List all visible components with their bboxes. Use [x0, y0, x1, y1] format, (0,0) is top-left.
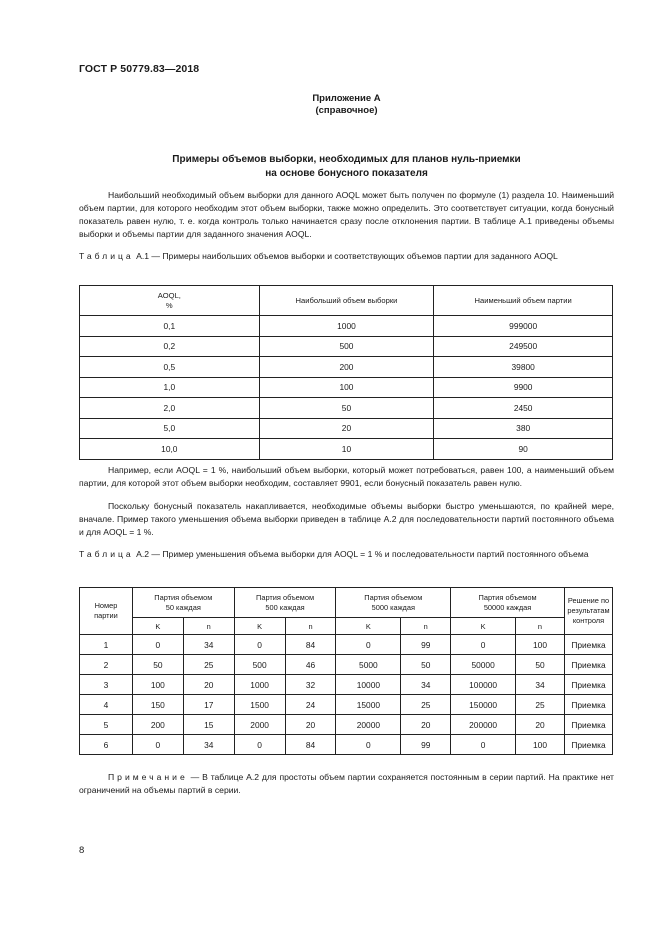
table2-row — [80, 675, 613, 695]
table2-cell: 34 — [183, 635, 234, 655]
table2-cell: 0 — [451, 735, 516, 755]
table1-cell: 2450 — [434, 398, 613, 419]
table2-cell: 0 — [336, 735, 401, 755]
table-1 — [79, 285, 613, 460]
intro-paragraph: Наибольший необходимый объем выборки для данного AOQL может быть получен по формуле (1) раздела 10. Наименьший объем партии, для которого необходим этот объем выборки, также можно определить. Это соответствует ситуации, когда бонусный показатель равен нулю, т. е. когда контроль только начинается сразу после отклонения партии. В таблице А.1 приведены объемы выборки и объемы партии для заданного значения AOQL. — [79, 190, 614, 240]
table2-header-decision-line2: результатам — [567, 606, 610, 615]
table2-cell: 20000 — [336, 715, 401, 735]
table2-caption — [79, 548, 614, 561]
table2-header-group-50 — [132, 588, 234, 618]
note-text: — В таблице А.2 для простоты объем партии сохраняется постоянным в серии партий. На практике нет ограничений на объемы партий в серии. — [79, 772, 614, 796]
table2-sub-n: n — [401, 618, 451, 635]
table2-cell: 10000 — [336, 675, 401, 695]
table2-cell: 500 — [234, 655, 285, 675]
table2-cell: 99 — [401, 735, 451, 755]
annex-title: Приложение А — [312, 93, 381, 104]
table1-cell: 1000 — [259, 316, 434, 337]
table1-header-sample: Наибольший объем выборки — [259, 286, 434, 316]
table2-group-50-line1: Партия объемом — [154, 592, 213, 602]
table2-cell: 34 — [183, 735, 234, 755]
table2-group-500-line1: Партия объемом — [256, 592, 315, 602]
section-title-line1: Примеры объемов выборки, необходимых для планов нуль-приемки — [172, 154, 521, 165]
table2-caption-label: Таблица — [79, 549, 134, 559]
table2-cell: 100000 — [451, 675, 516, 695]
table2-group-50000-line2: 50000 каждая — [483, 602, 532, 612]
table2-header-decision-line3: контроля — [572, 616, 605, 625]
annex-subtitle: (справочное) — [315, 105, 378, 116]
table1-row — [80, 336, 613, 357]
table1-cell: 0,1 — [80, 316, 260, 337]
table2-cell: 0 — [132, 635, 183, 655]
table2-cell: Приемка — [564, 695, 612, 715]
table1-cell: 90 — [434, 439, 613, 460]
table2-sub-k: K — [234, 618, 285, 635]
table2-cell: 1000 — [234, 675, 285, 695]
table2-cell: 2000 — [234, 715, 285, 735]
table1-cell: 200 — [259, 357, 434, 378]
table1-cell: 9900 — [434, 377, 613, 398]
section-title — [79, 153, 614, 181]
table2-cell: 5000 — [336, 655, 401, 675]
table1-row — [80, 398, 613, 419]
table2-cell: 84 — [285, 735, 336, 755]
table2-header-decision-line1: Решение по — [567, 596, 610, 605]
table1-cell: 39800 — [434, 357, 613, 378]
table1-cell: 0,5 — [80, 357, 260, 378]
table2-group-5000-line1: Партия объемом — [364, 592, 423, 602]
table2-cell: 4 — [80, 695, 133, 715]
table1-cell: 1,0 — [80, 377, 260, 398]
table2-cell: Приемка — [564, 655, 612, 675]
table2-cell: 1 — [80, 635, 133, 655]
table2-header-lot-number-line2: партии — [94, 611, 118, 620]
table2-cell: 0 — [132, 735, 183, 755]
table2-cell: 99 — [401, 635, 451, 655]
table2-cell: 100 — [132, 675, 183, 695]
table1-header-aoql-line2: % — [165, 300, 173, 310]
table2-cell: 25 — [183, 655, 234, 675]
table2-header-row — [80, 588, 613, 618]
table2-cell: 1500 — [234, 695, 285, 715]
table1-caption-label: Таблица — [79, 251, 134, 261]
table1-cell: 2,0 — [80, 398, 260, 419]
table2-subheader-row — [80, 618, 613, 635]
table2-sub-n: n — [183, 618, 234, 635]
table2-cell: 3 — [80, 675, 133, 695]
table2-row — [80, 655, 613, 675]
table2-group-50-line2: 50 каждая — [165, 602, 201, 612]
table2-cell: 84 — [285, 635, 336, 655]
note — [79, 771, 614, 797]
table2-header-lot-number — [80, 588, 133, 635]
table2-cell: 150000 — [451, 695, 516, 715]
table1-header-aoql-line1: AOQL, — [157, 290, 181, 300]
table2-header-group-5000 — [336, 588, 451, 618]
table2-cell: 15 — [183, 715, 234, 735]
example-paragraph: Например, если AOQL = 1 %, наибольший объем выборки, который может потребоваться, равен 100, а наименьший объем партии, для которой этот объем выборки необходим, составляет 9901, если бонусный показатель равен нулю. — [79, 465, 614, 489]
table1-cell: 380 — [434, 418, 613, 439]
table1-cell: 20 — [259, 418, 434, 439]
note-label: Примечание — [108, 772, 188, 782]
table2-cell: 20 — [183, 675, 234, 695]
table2-cell: 200 — [132, 715, 183, 735]
table2-sub-k: K — [451, 618, 516, 635]
table2-cell: Приемка — [564, 675, 612, 695]
table1-cell: 999000 — [434, 316, 613, 337]
table2-cell: 32 — [285, 675, 336, 695]
table2-cell: 34 — [516, 675, 565, 695]
table2-cell: 50000 — [451, 655, 516, 675]
table1-header-lot: Наименьший объем партии — [434, 286, 613, 316]
table1-cell: 500 — [259, 336, 434, 357]
table1-cell: 10,0 — [80, 439, 260, 460]
table1-row — [80, 357, 613, 378]
page-number: 8 — [79, 845, 85, 856]
table2-cell: 100 — [516, 735, 565, 755]
table2-cell: 6 — [80, 735, 133, 755]
table1-caption — [79, 250, 614, 263]
table2-cell: 0 — [451, 635, 516, 655]
table2-cell: 25 — [516, 695, 565, 715]
table2-cell: 17 — [183, 695, 234, 715]
table2-cell: 100 — [516, 635, 565, 655]
table2-cell: 20 — [401, 715, 451, 735]
table1-cell: 249500 — [434, 336, 613, 357]
table2-cell: Приемка — [564, 635, 612, 655]
table2-sub-k: K — [132, 618, 183, 635]
table2-cell: 50 — [516, 655, 565, 675]
table1-caption-text: А.1 — Примеры наибольших объемов выборки и соответствующих объемов партии для заданного AOQL — [136, 251, 558, 261]
table2-cell: 25 — [401, 695, 451, 715]
table2-cell: 5 — [80, 715, 133, 735]
table1-row — [80, 439, 613, 460]
table2-row — [80, 735, 613, 755]
table2-cell: 20 — [285, 715, 336, 735]
table1-header-row — [80, 286, 613, 316]
table2-header-group-50000 — [451, 588, 565, 618]
table2-cell: 150 — [132, 695, 183, 715]
table1-row — [80, 377, 613, 398]
document-id: ГОСТ Р 50779.83—2018 — [79, 63, 200, 75]
table2-sub-n: n — [516, 618, 565, 635]
table2-header-group-500 — [234, 588, 336, 618]
table2-sub-k: K — [336, 618, 401, 635]
table2-cell: 50 — [132, 655, 183, 675]
table2-cell: 15000 — [336, 695, 401, 715]
table2-cell: 50 — [401, 655, 451, 675]
table2-group-5000-line2: 5000 каждая — [371, 602, 415, 612]
table1-row — [80, 418, 613, 439]
table2-cell: 2 — [80, 655, 133, 675]
table2-cell: 24 — [285, 695, 336, 715]
table2-group-50000-line1: Партия объемом — [478, 592, 537, 602]
table2-group-500-line2: 500 каждая — [265, 602, 305, 612]
table2-row — [80, 715, 613, 735]
table2-cell: 34 — [401, 675, 451, 695]
table2-cell: 46 — [285, 655, 336, 675]
table2-sub-n: n — [285, 618, 336, 635]
table1-cell: 0,2 — [80, 336, 260, 357]
table2-cell: 0 — [234, 635, 285, 655]
table-2 — [79, 587, 613, 755]
table2-cell: 0 — [336, 635, 401, 655]
table1-cell: 50 — [259, 398, 434, 419]
table2-header-decision — [564, 588, 612, 635]
bonus-paragraph: Поскольку бонусный показатель накапливается, необходимые объемы выборки быстро уменьшаются, по крайней мере, вначале. Пример такого уменьшения объема выборки приведен в таблице А.2 для последовательности партий постоянного объема и для AOQL = 1 %. — [79, 501, 614, 538]
table2-header-lot-number-line1: Номер — [94, 601, 118, 610]
table2-row — [80, 695, 613, 715]
table2-cell: 0 — [234, 735, 285, 755]
table2-cell: 200000 — [451, 715, 516, 735]
table1-header-aoql — [80, 286, 260, 316]
table1-row — [80, 316, 613, 337]
table1-cell: 100 — [259, 377, 434, 398]
table2-caption-text: А.2 — Пример уменьшения объема выборки для AOQL = 1 % и последовательности партий постоянного объема — [136, 549, 589, 559]
section-title-line2: на основе бонусного показателя — [265, 168, 428, 179]
table1-cell: 10 — [259, 439, 434, 460]
table2-cell: 20 — [516, 715, 565, 735]
table2-cell: Приемка — [564, 715, 612, 735]
table2-cell: Приемка — [564, 735, 612, 755]
table1-cell: 5,0 — [80, 418, 260, 439]
table2-row — [80, 635, 613, 655]
